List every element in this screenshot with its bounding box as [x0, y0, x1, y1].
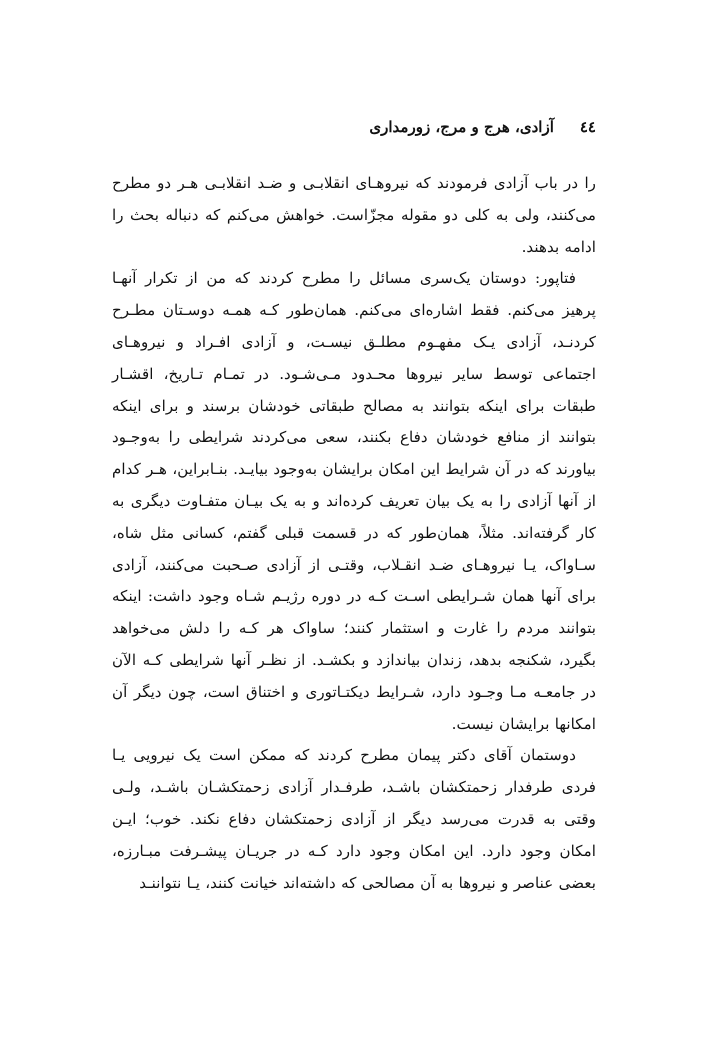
paragraph-continuation: را در باب آزادی فرمودند که نیروهـای انقلابـی و ضـد انقلابـی هـر دو مطرح می‌کنند، ولی به کلی دو مقوله مجزّاست. خواهش می‌کنم که دنباله بحث را ادامه بدهند.: [112, 174, 596, 256]
running-title: آزادی، هرج و مرج، زورمداری: [369, 118, 554, 136]
body-text: [112, 168, 596, 899]
page-number: ٤٤: [579, 118, 596, 136]
page-header: [112, 118, 596, 136]
paragraph-dr-peyman: دوستمان آقای دکتر پیمان مطرح کردند که ممکن است یک نیرویی یـا فردی طرفدار زحمتکشان باشـد، طرفـدار آزادی زحمتکشـان باشـد، ولـی وقتی به قدرت می‌رسد دیگر از آزادی زحمتکشان دفاع نکند. خوب؛ ایـن امکان وجود دارد. این امکان وجود دارد کـه در جریـان پیشـرفت مبـارزه، بعضی عناصر و نیروها به آن مصالحی که داشته‌اند خیانت کنند، یـا نتواننـد: [112, 746, 596, 892]
paragraph-fatapour: فتاپور: دوستان یک‌سری مسائل را مطرح کردند که من از تکرار آنهـا پرهیز می‌کنم. فقط اشاره‌ای می‌کنم. همان‌طور کـه همـه دوسـتان مطـرح کردنـد، آزادی یـک مفهـوم مطلـق نیسـت، و آزادی افـراد و نیروهـای اجتماعی توسط سایر نیروها محـدود مـی‌شـود. در تمـام تـاریخ، اقشـار طبقات برای اینکه بتوانند به مصالح طبقاتی خودشان برسند و برای اینکه بتوانند از منافع خودشان دفاع بکنند، سعی می‌کردند شرایطی را به‌وجـود بیاورند که در آن شرایط این امکان برایشان به‌وجود بیایـد. بنـابراین، هـر کدام از آنها آزادی را به یک بیان تعریف کرده‌اند و به یک بیـان متفـاوت دیگری به کار گرفته‌اند. مثلاً، همان‌طور که در قسمت قبلی گفتم، کسانی مثل شاه، سـاواک، یـا نیروهـای ضـد انقـلاب، وقتـی از آزادی صـحبت می‌کنند، آزادی برای آنها همان شـرایطی اسـت کـه در دوره رژیـم شـاه وجود داشت: اینکه بتوانند مردم را غارت و استثمار کنند؛ ساواک هر کـه را دلش می‌خواهد بگیرد، شکنجه بدهد، زندان بیاندازد و بکشـد. از نظـر آنها شرایطی کـه الآن در جامعـه مـا وجـود دارد، شـرایط دیکتـاتوری و اختناق است، چون دیگر آن امکانها برایشان نیست.: [112, 269, 596, 733]
